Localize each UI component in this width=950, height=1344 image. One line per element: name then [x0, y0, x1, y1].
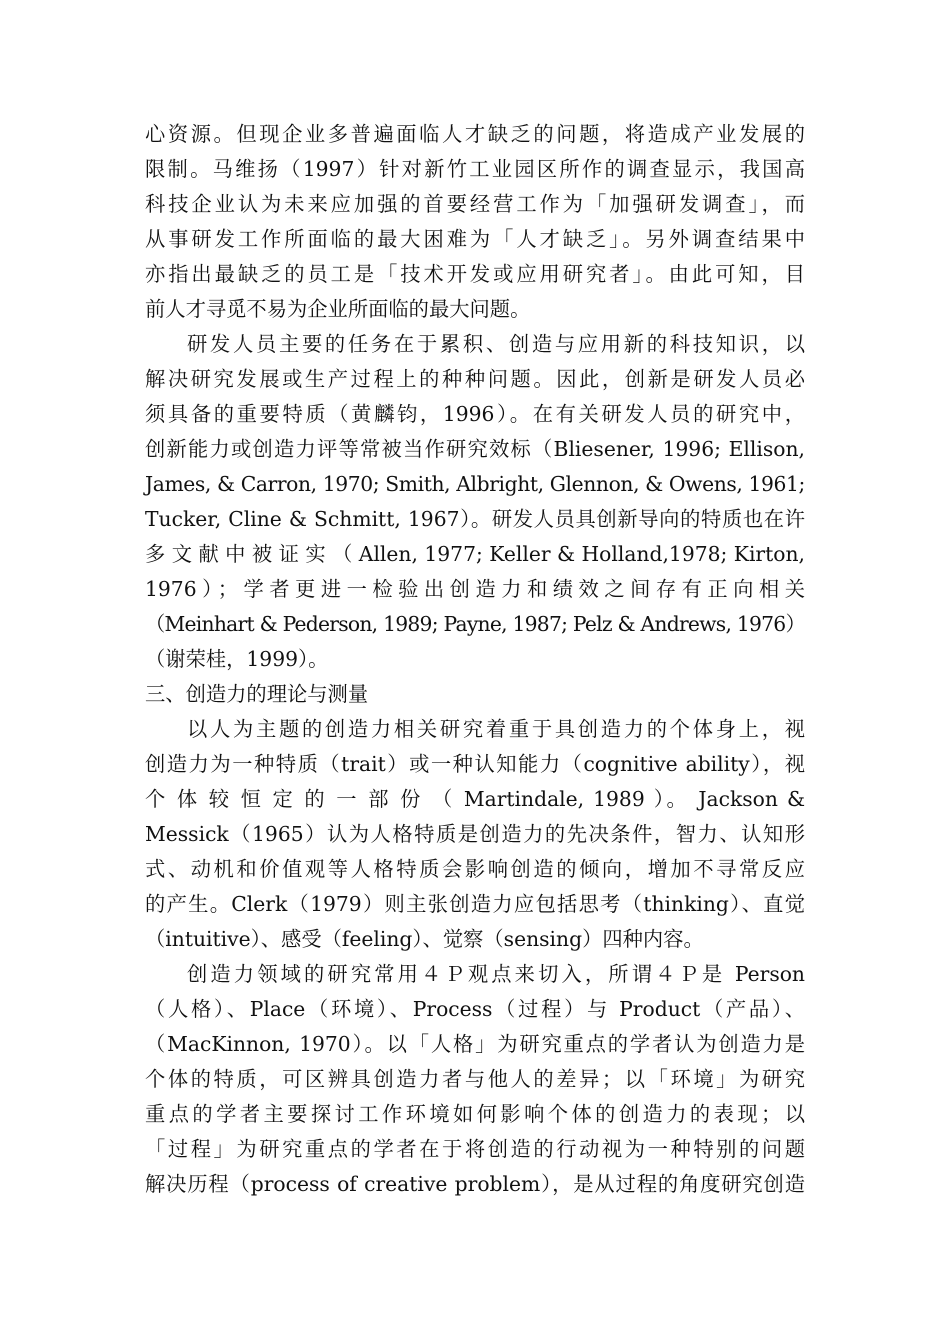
text-line: 心资源。但现企业多普遍面临人才缺乏的问题，将造成产业发展的	[145, 122, 805, 146]
text-line: 「过程」为研究重点的学者在于将创造的行动视为一种特别的问题	[145, 1137, 805, 1161]
text-line: 限制。马维扬（1997）针对新竹工业园区所作的调查显示，我国高	[145, 157, 805, 181]
text-line: 从事研发工作所面临的最大困难为「人才缺乏」。另外调查结果中	[145, 227, 805, 251]
text-line: 亦指出最缺乏的员工是「技术开发或应用研究者」。由此可知，目	[145, 262, 805, 286]
section-heading: 三、创造力的理论与测量	[145, 682, 369, 706]
text-line: 的产生。Clerk（1979）则主张创造力应包括思考（thinking）、直觉	[145, 892, 805, 916]
text-line: 重点的学者主要探讨工作环境如何影响个体的创造力的表现；以	[145, 1102, 805, 1126]
text-line: James, & Carron, 1970; Smith, Albright, Glennon, & Owens, 1961;	[145, 472, 805, 496]
text-line: 个 体 较 恒 定 的 一 部 份 （ Martindale, 1989 ）。 Jackson &	[145, 787, 805, 811]
text-line: 创造力为一种特质（trait）或一种认知能力（cognitive ability），视	[145, 752, 805, 776]
text-line: 须具备的重要特质（黄麟钧，1996）。在有关研发人员的研究中，	[145, 402, 805, 426]
text-line: （intuitive）、感受（feeling）、觉察（sensing）四种内容。	[145, 927, 704, 951]
text-line: （人格）、Place（环境）、Process（过程）与 Product（产品）、	[145, 997, 805, 1021]
text-line: 解决历程（process of creative problem），是从过程的角度研究创造	[145, 1172, 805, 1196]
text-line: 以人为主题的创造力相关研究着重于具创造力的个体身上，视	[187, 717, 805, 741]
text-line: 1976）；学者更进一检验出创造力和绩效之间存有正向相关	[145, 577, 805, 601]
text-line: Messick（1965）认为人格特质是创造力的先决条件，智力、认知形	[145, 822, 805, 846]
text-line: 科技企业认为未来应加强的首要经营工作为「加强研发调查」，而	[145, 192, 805, 216]
text-line: 解决研究发展或生产过程上的种种问题。因此，创新是研发人员必	[145, 367, 805, 391]
text-line: （Meinhart & Pederson, 1989; Payne, 1987; Pelz & Andrews, 1976）	[145, 612, 805, 636]
text-line: 研发人员主要的任务在于累积、创造与应用新的科技知识，以	[187, 332, 805, 356]
text-line: 前人才寻觅不易为企业所面临的最大问题。	[145, 297, 531, 321]
text-line: 个体的特质，可区辨具创造力者与他人的差异；以「环境」为研究	[145, 1067, 805, 1091]
text-line: 多 文 献 中 被 证 实 （ Allen, 1977; Keller & Holland,1978; Kirton,	[145, 542, 805, 566]
text-line: （MacKinnon, 1970）。以「人格」为研究重点的学者认为创造力是	[145, 1032, 805, 1056]
text-line: （谢荣桂，1999）。	[145, 647, 329, 671]
text-line: 式、动机和价值观等人格特质会影响创造的倾向，增加不寻常反应	[145, 857, 805, 881]
text-line: Tucker, Cline & Schmitt, 1967）。研发人员具创新导向的特质也在许	[145, 507, 805, 531]
document-body-text	[145, 117, 805, 1202]
text-line: 创新能力或创造力评等常被当作研究效标（Bliesener, 1996; Ellison,	[145, 437, 805, 461]
text-line: 创造力领域的研究常用４Ｐ观点来切入，所谓４Ｐ是 Person	[187, 962, 805, 986]
